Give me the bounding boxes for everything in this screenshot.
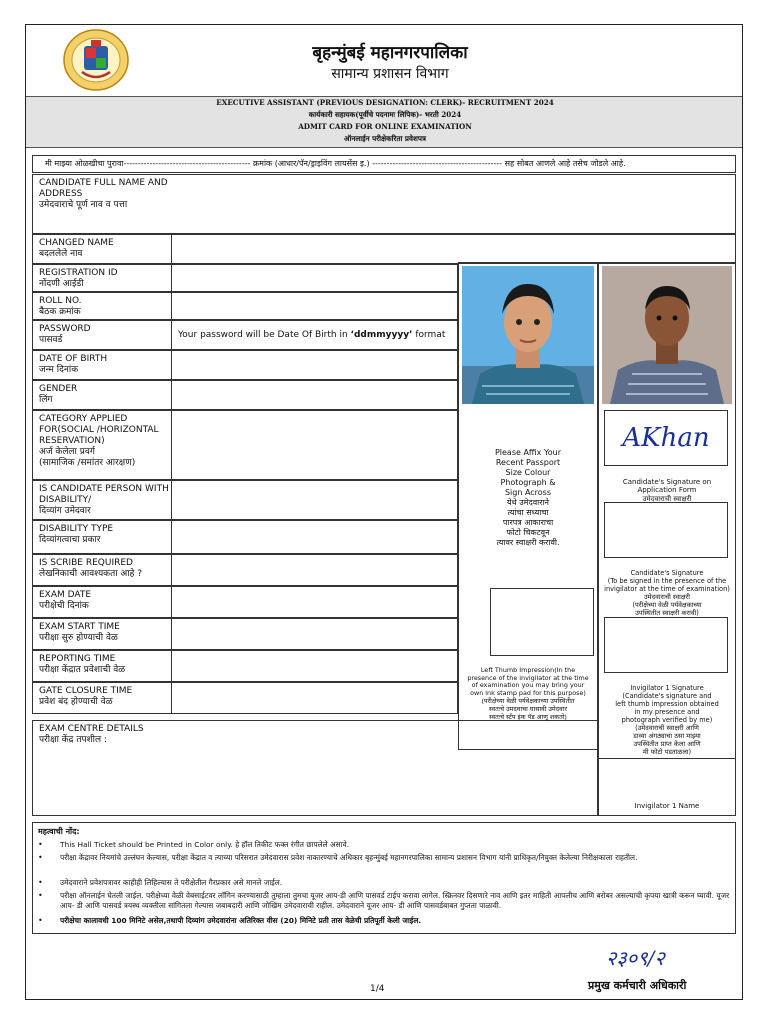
department-name: सामान्य प्रशासन विभाग (331, 66, 449, 82)
caption-signature-presence: Candidate's Signature (To be signed in the presence of the invigilator at the time of examination) उमेदवाराची स्वाक्षरी (परीक्षेच्या वेळी पर्यवेक्षकाच्या उपस्थितीत स्वाक्षरी करावी) (604, 569, 730, 617)
bmc-logo (62, 28, 130, 92)
field-label: IS CANDIDATE PERSON WITH DISABILITY/ दिव्यांग उमेदवार (39, 484, 169, 516)
organization-name: बृहन्मुंबई महानगरपालिका (312, 43, 468, 63)
authority-signature: २३०९/२ (606, 946, 665, 970)
field-label: EXAM CENTRE DETAILS परीक्षा केंद्र तपशील : (39, 724, 144, 745)
field-label: GATE CLOSURE TIME प्रवेश बंद होण्याची वेळ (39, 686, 133, 707)
field-row (32, 264, 458, 292)
field-row (32, 480, 458, 520)
field-value (171, 555, 457, 585)
field-label: DATE OF BIRTH जन्म दिनांक (39, 354, 108, 375)
admit-card-title-en: ADMIT CARD FOR ONLINE EXAMINATION (298, 122, 472, 131)
field-label: CANDIDATE FULL NAME AND ADDRESS उमेदवाराचे पूर्ण नाव व पत्ता (39, 178, 168, 210)
field-value (171, 481, 457, 519)
page-number: 1/4 (370, 984, 385, 994)
field-value (171, 265, 457, 291)
field-label: GENDER लिंग (39, 384, 78, 405)
candidate-photo (462, 266, 594, 404)
field-label: PASSWORD पासवर्ड (39, 324, 91, 345)
field-value (171, 351, 457, 379)
post-title-mr: कार्यकारी सहायक(पूर्वीचे पदनामः लिपिक)- भरती 2024 (308, 110, 462, 119)
field-value (171, 235, 735, 263)
field-value (171, 587, 457, 617)
caption-thumb-impression: Left Thumb Impression(In the presence of the invigilator at the time of examination you may bring your own ink stamp pad for this purpose) (परीक्षेच्या वेळी पर्यवेक्षकाच्या उपस्थितीत स्वतःचे उमदवाचा घासावी उमेदवार स्वतःचे स्टॅंप इंक पॅड आणू शकतो) (467, 665, 589, 721)
field-row (32, 380, 458, 410)
field-row (32, 174, 736, 234)
field-value (171, 411, 457, 479)
field-row (32, 350, 458, 380)
field-row (32, 682, 458, 714)
note-bullet: • (38, 840, 43, 849)
note-bullet: • (38, 878, 43, 887)
affix-photo-instruction: Please Affix Your Recent Passport Size Colour Photograph & Sign Across येथे उमेदवाराने त्यांचा सध्याचा पारपत्र आकाराचा फोटो चिकटवून त्यावर स्वाक्षरी करावी. (494, 448, 562, 547)
field-label: DISABILITY TYPE दिव्यांगत्वाचा प्रकार (39, 524, 114, 545)
field-value (171, 381, 457, 409)
field-row (32, 320, 458, 350)
caption-invigilator-signature: Invigilator 1 Signature (Candidate's signature and left thumb impression obtained in my presence and photograph verified by me) (उमेदवाराची स्वाक्षरी आणि डाव्या अंगठ्याचा ठसा माझ्या उपस्थितीत प्राप्त केला आणि मी फोटो पडताळला) (615, 684, 719, 756)
invigilator-name-divider (598, 758, 736, 759)
field-label: REPORTING TIME परीक्षा केंद्रात प्रवेशाची वेळ (39, 654, 126, 675)
signature-in-presence-box (604, 502, 728, 558)
field-label: ROLL NO. बैठक क्रमांक (39, 296, 82, 317)
note-bullet: • (38, 891, 43, 900)
notes-title: महत्वाची नोंद: (38, 827, 80, 836)
field-label: IS SCRIBE REQUIRED लेखनिकाची आवश्यकता आहे ? (39, 558, 143, 579)
field-row (32, 650, 458, 682)
field-row (32, 554, 458, 586)
caption-signature-application: Candidate's Signature on Application Form उमेदवाराची स्वाक्षरी (622, 477, 712, 503)
note-item: उमेदवाराने प्रवेशपत्रावर काहीही लिहिल्यास ते परीक्षेतील गैरप्रकार असे मानले जाईल. (60, 878, 283, 887)
field-value (171, 683, 457, 713)
field-value (171, 293, 457, 319)
note-bullet: • (38, 916, 43, 925)
field-row (32, 234, 736, 264)
field-value (171, 521, 457, 553)
note-item: परीक्षा केंद्रावर नियमांचे उल्लंघन केल्यास, परीक्षा केंद्रात व त्याच्या परिसरात उमेदवारास प्रवेश नाकारण्याचे अधिकार बृहन्मुंबई महानगरपालिका सामान्य प्रशासन विभाग यांनी प्राधिकृत/नियुक्त केलेल्या निरीक्षकाला राहतील. (60, 853, 638, 862)
post-title-en: EXECUTIVE ASSISTANT (PREVIOUS DESIGNATION: CLERK)- RECRUITMENT 2024 (216, 98, 554, 107)
field-value (171, 619, 457, 649)
thumb-impression-box (490, 588, 594, 656)
signature-image: AKhan (622, 423, 710, 453)
field-label: REGISTRATION ID नोंदणी आईडी (39, 268, 118, 289)
field-label: EXAM DATE परीक्षेची दिनांक (39, 590, 92, 611)
field-row (32, 618, 458, 650)
invigilator-signature-box (604, 617, 728, 673)
field-value (171, 651, 457, 681)
field-label: CATEGORY APPLIED FOR(SOCIAL /HORIZONTAL RESERVATION) अर्ज केलेला प्रवर्ग (सामाजिक /समांतर आरक्षण) (39, 414, 159, 468)
field-row (32, 520, 458, 554)
application-signature (604, 410, 728, 466)
note-item: परीक्षा ऑनलाईन घेतली जाईल. परीक्षेच्या वेळी वेबसाईटवर लॉगिन करण्यासाठी तुम्हाला तुमचा यूजर आय-डी आणि पासवर्ड टाईप करावा लागेल. स्क्रिनवर दिसणारे नाव आणि इतर माहिती आपलीच आणि बरोबर असल्याची कृपया खात्री करून घ्यावी. यूजर आय- डी आणि पासवर्ड त्रयस्थ व्यक्तीला सांगितला गेल्यास जबाबदारी आणि जोखिम उमेदवाराची राहील. उमेदवाराने यूजर आय- डी आणि पासवर्डबाबत गुप्तता पाळावी. (60, 891, 730, 910)
authority-title: प्रमुख कर्मचारी अधिकारी (588, 979, 687, 992)
note-bullet: • (38, 853, 43, 862)
note-item: This Hall Ticket should be Printed in Color only. हे हॉल तिकीट फक्त रंगीत छापलेले असावे. (60, 840, 350, 849)
id-proof-declaration: मी माझ्या ओळखीचा पुरावा-------------------------------------------- क्रमांक (आधार/पॅन/ड्राइविंग लायसेंस इ.) --------------------------------------------- सह सोबत आणले आहे तसेच जोडले आहे. (32, 155, 736, 173)
candidate-photo-2 (602, 266, 732, 404)
field-row (32, 292, 458, 320)
field-row (32, 410, 458, 480)
note-item: परीक्षेचा कालावधी 100 मिनिटे असेल,तथापी दिव्यांग उमेदवारांना अतिरिक्त वीस (20) मिनिटे प्रती तास वेळेची प्रतिपूर्ती केली जाईल. (60, 916, 422, 925)
field-label: EXAM START TIME परीक्षा सुरु होण्याची वेळ (39, 622, 120, 643)
field-label: CHANGED NAME बदललेले नाव (39, 238, 114, 259)
field-row (32, 586, 458, 618)
field-value: Your password will be Date Of Birth in ‘ddmmyyyy’ format (171, 321, 457, 349)
caption-invigilator-name: Invigilator 1 Name (634, 802, 700, 810)
admit-card-title-mr: ऑनलाईन परीक्षेकरिता प्रवेशपत्र (344, 134, 426, 143)
